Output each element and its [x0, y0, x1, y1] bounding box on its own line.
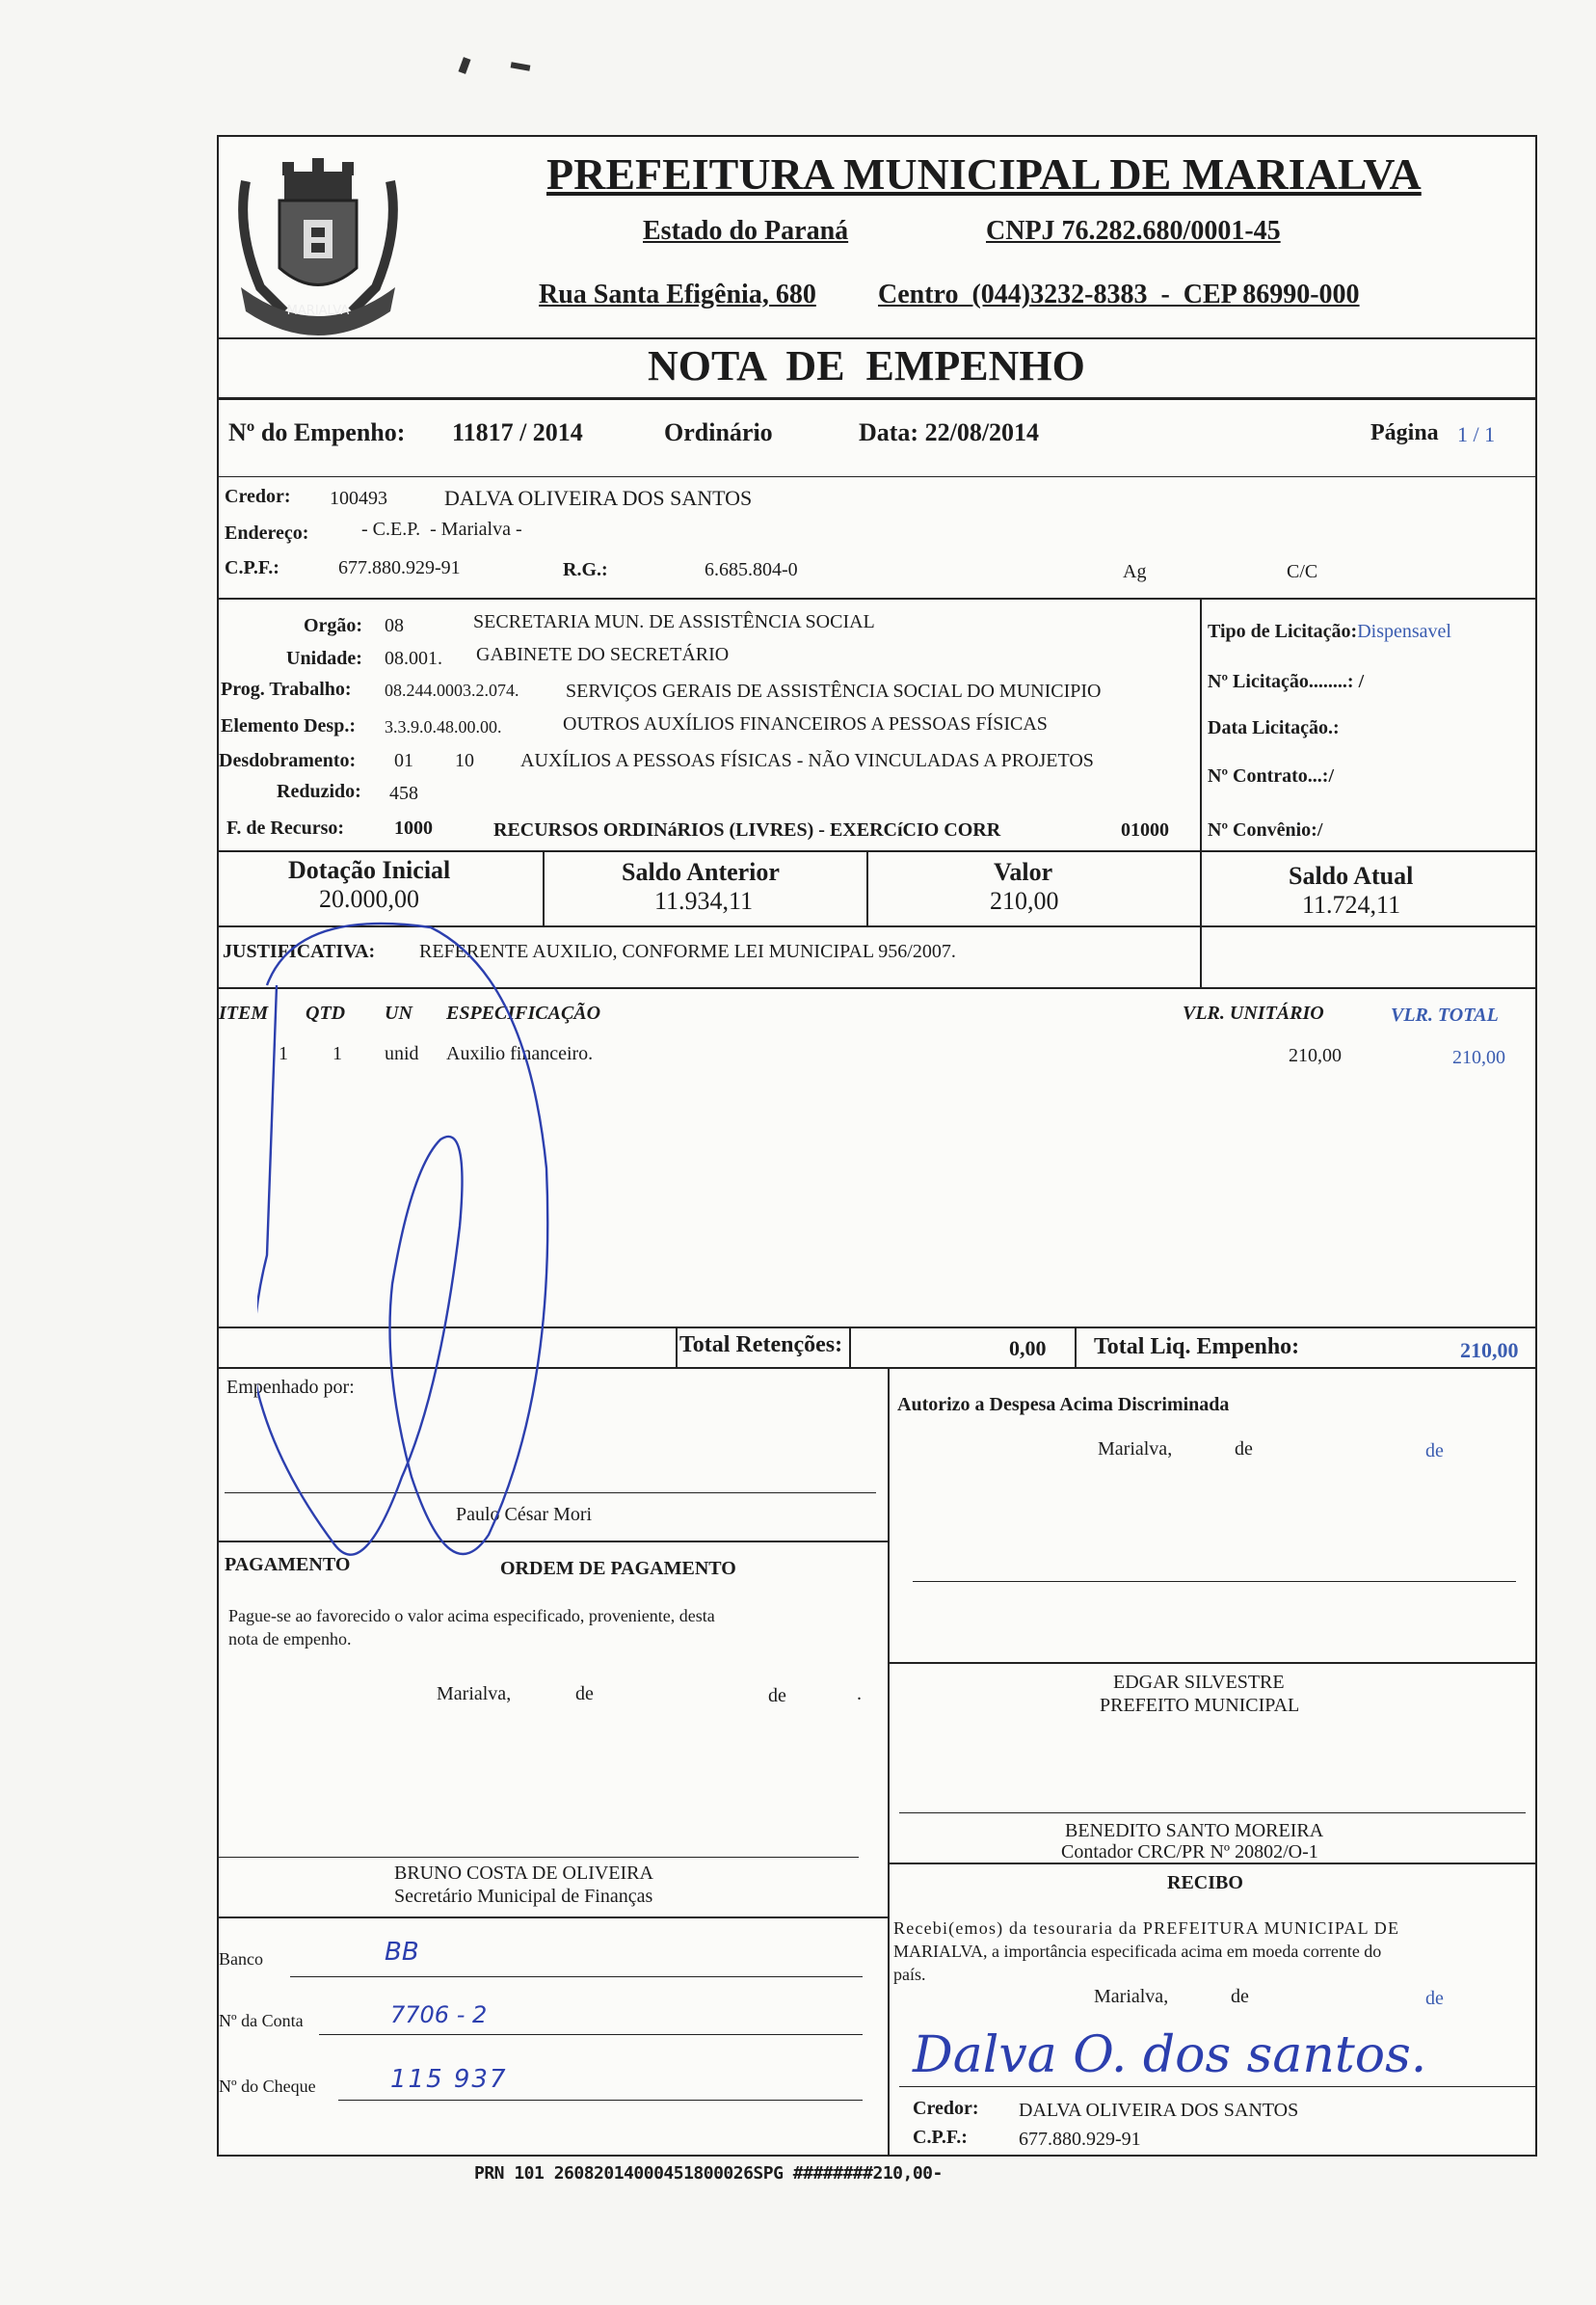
recibo-title: RECIBO	[1167, 1872, 1243, 1893]
secretario-title: Secretário Municipal de Finanças	[394, 1886, 653, 1907]
footer-machine-code: PRN 101 26082014000451800026SPG ########210,00-	[474, 2163, 943, 2184]
cheque-value: 115 937	[390, 2065, 508, 2094]
empenhado-label: Empenhado por:	[226, 1377, 355, 1398]
scan-mark	[511, 62, 531, 70]
ordem-pagamento-title: ORDEM DE PAGAMENTO	[500, 1558, 736, 1579]
page-label: Página	[1370, 420, 1439, 445]
dotacao-value: 20.000,00	[319, 885, 419, 913]
reduzido-label: Reduzido:	[277, 781, 361, 802]
orgao-code: 08	[385, 615, 404, 636]
numero-licitacao: Nº Licitação........: /	[1208, 671, 1365, 692]
rg-value: 6.685.804-0	[705, 559, 798, 580]
pagamento-text-1: Pague-se ao favorecido o valor acima especificado, proveniente, desta	[228, 1606, 715, 1625]
municipal-coat-of-arms	[226, 143, 410, 335]
conta-corrente-label: C/C	[1287, 561, 1318, 582]
saldo-anterior-label: Saldo Anterior	[622, 858, 780, 886]
prog-trabalho-code: 08.244.0003.2.074.	[385, 681, 519, 700]
numero-contrato: Nº Contrato...:/	[1208, 765, 1335, 787]
endereco-label: Endereço:	[225, 523, 309, 544]
elemento-name: OUTROS AUXÍLIOS FINANCEIROS A PESSOAS FÍSICAS	[563, 713, 1048, 735]
desdobramento-b: 10	[455, 750, 474, 771]
tipo-licitacao-value: Dispensavel	[1357, 621, 1451, 642]
spec-col-header: ESPECIFICAÇÃO	[446, 1003, 601, 1024]
prog-trabalho-name: SERVIÇOS GERAIS DE ASSISTÊNCIA SOCIAL DO MUNICIPIO	[566, 681, 1102, 702]
cpf-label: C.P.F.:	[225, 557, 279, 578]
saldo-atual-label: Saldo Atual	[1289, 862, 1414, 890]
numero-convenio: Nº Convênio:/	[1208, 819, 1323, 841]
autorizo-de1: de	[1235, 1438, 1253, 1460]
cpf-value: 677.880.929-91	[338, 557, 461, 578]
conta-value: 7706 - 2	[390, 2001, 488, 2028]
unidade-label: Unidade:	[286, 648, 362, 669]
dotacao-label: Dotação Inicial	[288, 856, 451, 884]
saldo-atual-value: 11.724,11	[1302, 891, 1401, 919]
orgao-name: SECRETARIA MUN. DE ASSISTÊNCIA SOCIAL	[473, 611, 875, 632]
liquido-value: 210,00	[1460, 1338, 1519, 1362]
pagamento-label: PAGAMENTO	[225, 1554, 351, 1575]
empenho-date: Data: 22/08/2014	[859, 418, 1040, 446]
item-number: 1	[279, 1043, 288, 1064]
cnpj: CNPJ 76.282.680/0001-45	[986, 216, 1281, 246]
district-phone-cep: Centro (044)3232-8383 - CEP 86990-000	[878, 280, 1360, 309]
retencoes-label: Total Retenções:	[679, 1332, 843, 1357]
banco-value: BB	[385, 1938, 419, 1967]
empenho-number-label: Nº do Empenho:	[228, 418, 406, 446]
recibo-de1: de	[1231, 1986, 1249, 2007]
reduzido-value: 458	[389, 783, 418, 804]
recibo-credor-label: Credor:	[913, 2098, 979, 2119]
credor-code: 100493	[330, 488, 387, 509]
pagamento-de1: de	[575, 1683, 594, 1704]
empenho-number: 11817 / 2014	[452, 418, 583, 446]
recibo-credor-name: DALVA OLIVEIRA DOS SANTOS	[1019, 2100, 1299, 2121]
item-spec: Auxilio financeiro.	[446, 1043, 594, 1064]
recibo-cpf-label: C.P.F.:	[913, 2127, 968, 2148]
logo-text: MARIALVA	[286, 304, 350, 318]
recibo-text-1	[893, 1918, 1510, 1939]
recibo-city: Marialva,	[1094, 1986, 1169, 2007]
total-price-col-header: VLR. TOTAL	[1391, 1005, 1499, 1026]
state-name: Estado do Paraná	[643, 216, 849, 246]
tipo-licitacao	[1208, 621, 1451, 643]
justificativa-text: REFERENTE AUXILIO, CONFORME LEI MUNICIPAL 956/2007.	[419, 941, 956, 962]
banco-label: Banco	[219, 1949, 263, 1969]
un-col-header: UN	[385, 1003, 412, 1024]
autorizo-de2: de	[1425, 1440, 1444, 1461]
credor-name: DALVA OLIVEIRA DOS SANTOS	[444, 486, 753, 510]
endereco-value: - C.E.P. - Marialva -	[361, 519, 522, 540]
recibo-cpf-value: 677.880.929-91	[1019, 2129, 1141, 2150]
tipo-licitacao-label: Tipo de Licitação:	[1208, 621, 1358, 642]
liquido-label: Total Liq. Empenho:	[1094, 1334, 1300, 1359]
recibo-de2: de	[1425, 1988, 1444, 2009]
empenho-form	[217, 135, 1537, 2157]
data-licitacao: Data Licitação.:	[1208, 717, 1340, 738]
recibo-line-1: Recebi(emos) da tesouraria da PREFEITURA MUNICIPAL DE	[893, 1918, 1400, 1938]
orgao-label: Orgão:	[304, 615, 363, 636]
prefeito-name: EDGAR SILVESTRE	[1113, 1672, 1285, 1693]
cheque-label: Nº do Cheque	[219, 2077, 316, 2096]
unit-price-col-header: VLR. UNITÁRIO	[1183, 1003, 1324, 1024]
recurso-name: RECURSOS ORDINáRIOS (LIVRES) - EXERCíCIO CORR	[493, 819, 1001, 841]
document-title: NOTA DE EMPENHO	[648, 342, 1085, 389]
empenho-type: Ordinário	[664, 418, 773, 446]
conta-label: Nº da Conta	[219, 2011, 304, 2030]
pagamento-city: Marialva,	[437, 1683, 512, 1704]
qtd-col-header: QTD	[306, 1003, 346, 1024]
recibo-line-2: MARIALVA, a importância especificada acima em moeda corrente do	[893, 1942, 1382, 1961]
contador-name: BENEDITO SANTO MOREIRA	[1065, 1820, 1324, 1841]
pagamento-de2: de	[768, 1685, 786, 1706]
autorizo-title: Autorizo a Despesa Acima Discriminada	[897, 1394, 1230, 1415]
recurso-label: F. de Recurso:	[226, 817, 345, 839]
autorizo-city: Marialva,	[1098, 1438, 1173, 1460]
item-col-header: ITEM	[219, 1003, 269, 1024]
retencoes-value: 0,00	[1009, 1336, 1047, 1360]
unidade-name: GABINETE DO SECRETÁRIO	[476, 644, 730, 665]
desdobramento-label: Desdobramento:	[219, 750, 357, 771]
unidade-code: 08.001.	[385, 648, 442, 669]
desdobramento-name: AUXÍLIOS A PESSOAS FÍSICAS - NÃO VINCULADAS A PROJETOS	[520, 750, 1094, 771]
agencia-label: Ag	[1123, 561, 1147, 582]
item-total-price: 210,00	[1452, 1047, 1505, 1068]
pagamento-dot: .	[857, 1683, 862, 1704]
credor-label: Credor:	[225, 486, 291, 507]
credor-signature: Dalva O. dos santos.	[913, 2026, 1427, 2084]
item-qtd: 1	[332, 1043, 342, 1064]
contador-title: Contador CRC/PR Nº 20802/O-1	[1061, 1841, 1318, 1863]
rg-label: R.G.:	[563, 559, 608, 580]
justificativa-label: JUSTIFICATIVA:	[223, 941, 376, 962]
pagamento-text-2: nota de empenho.	[228, 1629, 352, 1648]
elemento-label: Elemento Desp.:	[221, 715, 356, 737]
org-name: PREFEITURA MUNICIPAL DE MARIALVA	[546, 149, 1422, 199]
saldo-anterior-value: 11.934,11	[654, 887, 754, 915]
handwritten-rubric	[257, 850, 701, 1602]
prefeito-title: PREFEITO MUNICIPAL	[1100, 1695, 1300, 1716]
elemento-code: 3.3.9.0.48.00.00.	[385, 717, 502, 737]
recurso-code2: 01000	[1121, 819, 1169, 841]
recibo-line-3: país.	[893, 1965, 926, 1984]
recurso-code: 1000	[394, 817, 433, 839]
page-number: 1 / 1	[1457, 422, 1496, 446]
valor-value: 210,00	[990, 887, 1059, 915]
item-unit-price: 210,00	[1289, 1045, 1342, 1066]
street-address: Rua Santa Efigênia, 680	[539, 280, 816, 309]
secretario-name: BRUNO COSTA DE OLIVEIRA	[394, 1863, 653, 1884]
valor-label: Valor	[994, 858, 1053, 886]
desdobramento-a: 01	[394, 750, 413, 771]
item-un: unid	[385, 1043, 419, 1064]
prog-trabalho-label: Prog. Trabalho:	[221, 679, 352, 700]
scan-mark	[459, 57, 471, 74]
empenhado-name: Paulo César Mori	[456, 1504, 593, 1525]
